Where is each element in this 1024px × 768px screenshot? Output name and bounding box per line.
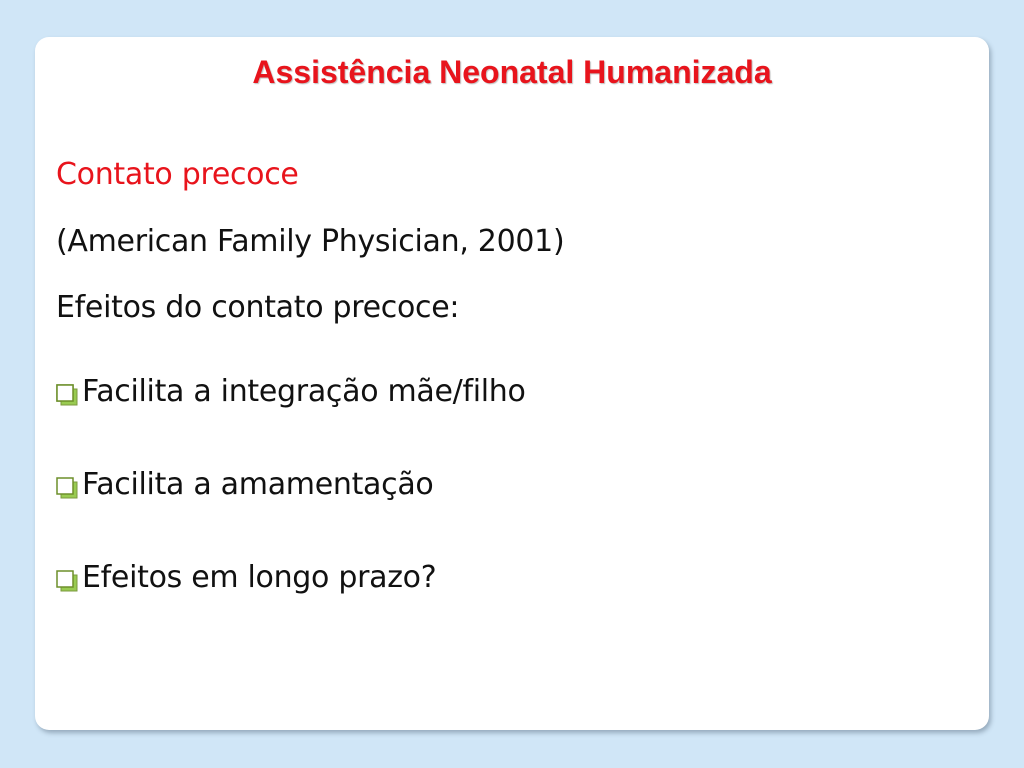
bullet-text: Facilita a amamentação bbox=[82, 467, 434, 502]
bullet-item bbox=[56, 558, 436, 598]
citation-line: (American Family Physician, 2001) bbox=[56, 224, 565, 259]
effects-heading: Efeitos do contato precoce: bbox=[56, 290, 460, 325]
checkbox-icon bbox=[56, 377, 78, 399]
slide-title: Assistência Neonatal Humanizada bbox=[252, 54, 772, 90]
subtitle-contato-precoce: Contato precoce bbox=[56, 157, 299, 192]
checkbox-icon bbox=[56, 470, 78, 492]
bullet-text: Efeitos em longo prazo? bbox=[82, 560, 437, 595]
bullet-text: Facilita a integração mãe/filho bbox=[82, 374, 526, 409]
bullet-item bbox=[56, 372, 526, 412]
checkbox-icon bbox=[56, 563, 78, 585]
bullet-item bbox=[56, 465, 433, 505]
